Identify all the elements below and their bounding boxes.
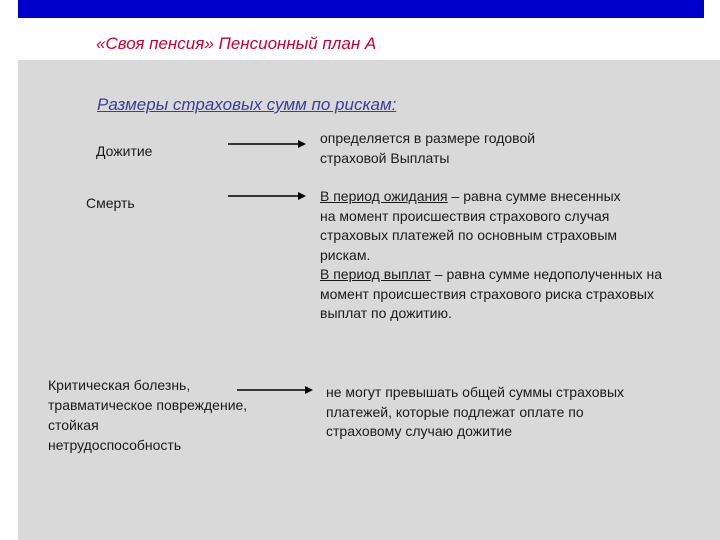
risk-critical-illness-label: Критическая болезнь, травматическое повреждение, стойкая нетрудоспособность [48,377,248,453]
risk-survival-label: Дожитие [96,143,153,159]
arrow-right-icon [228,192,308,202]
arrow-right-icon [237,386,317,396]
risk-death-label: Смерть [86,195,135,211]
section-subtitle: Размеры страховых сумм по рискам: [97,95,397,114]
risk-death-desc: В период ожидания – равна сумме внесенных на момент происшествия страхового случая страховых платежей по основным страховым рискам. В период выплат – равна сумме недополученных на момент происшествия страхового риска страховых выплат по дожитию. [320,188,663,321]
risk-critical-illness-desc: не могут превышать общей суммы страховых платежей, которые подлежат оплате по страховому случаю дожитие [326,384,625,439]
arrow-right-icon [228,140,308,150]
slide-title: «Своя пенсия» Пенсионный план А [96,34,377,53]
risk-survival-desc: определяется в размере годовой страховой Выплаты [320,130,536,166]
top-bar [18,0,704,18]
